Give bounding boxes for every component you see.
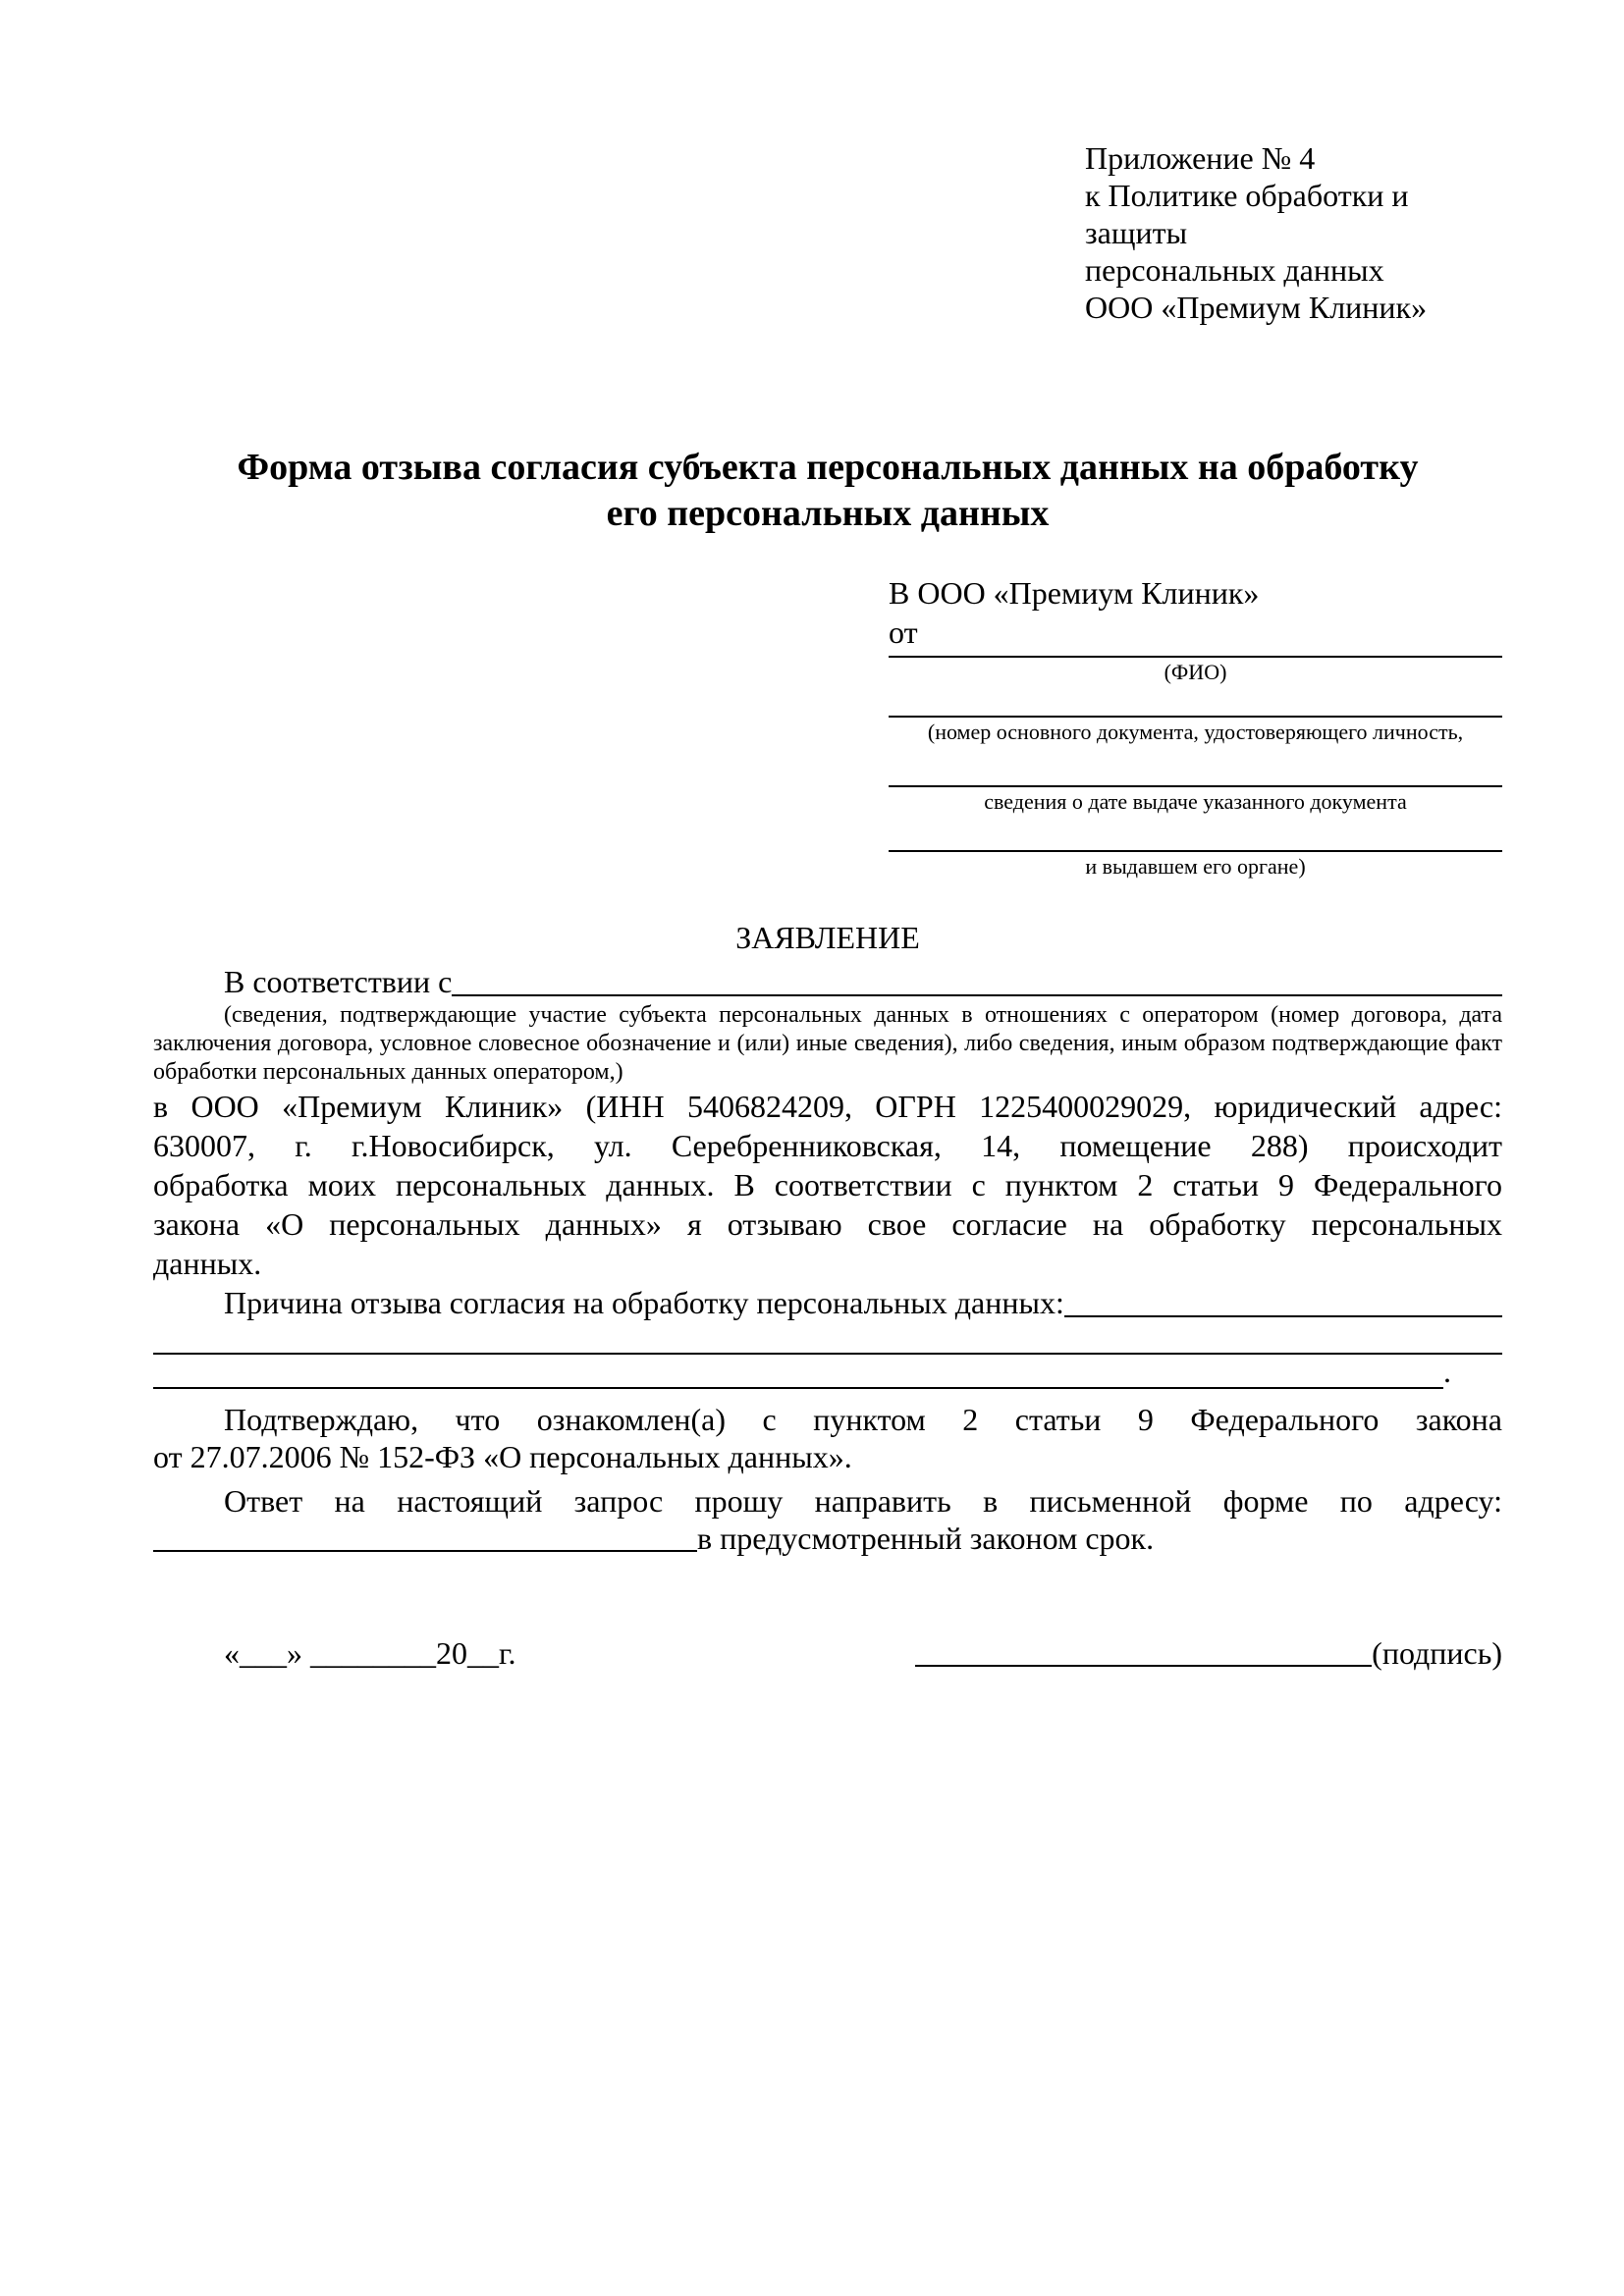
appendix-line: к Политике обработки и защиты bbox=[1085, 178, 1409, 250]
addressee-to: В ООО «Премиум Клиник» bbox=[889, 575, 1260, 611]
signature-caption: (подпись) bbox=[1372, 1635, 1502, 1671]
body-line: данных. bbox=[153, 1246, 262, 1281]
note-line: обработки персональных данных оператором,) bbox=[153, 1059, 623, 1085]
body-line: в ООО «Премиум Клиник» (ИНН 5406824209, ОГРН 1225400029029, юридический адрес: bbox=[153, 1089, 1502, 1124]
statement-body bbox=[153, 1087, 1502, 1283]
addressee-from-label: от bbox=[889, 614, 918, 650]
body-line: обработка моих персональных данных. В соответствии с пунктом 2 статьи 9 Федерального bbox=[153, 1167, 1502, 1202]
statement-heading: ЗАЯВЛЕНИЕ bbox=[735, 920, 920, 955]
note-line: заключения договора, условное словесное обозначение и (или) иные сведения), либо сведения, иным образом подтверждающие факт bbox=[153, 1031, 1502, 1056]
signature-group bbox=[915, 1633, 1502, 1673]
note-line: (сведения, подтверждающие участие субъекта персональных данных в отношениях с оператором (номер договора, дата bbox=[224, 1002, 1502, 1028]
appendix-line: ООО «Премиум Клиник» bbox=[1085, 290, 1428, 325]
sentence-period: . bbox=[1443, 1354, 1451, 1389]
basis-input-line[interactable] bbox=[452, 994, 1502, 996]
appendix-line: персональных данных bbox=[1085, 252, 1384, 288]
response-tail: в предусмотренный законом срок. bbox=[697, 1521, 1155, 1556]
page-content bbox=[0, 139, 1624, 1673]
appendix-line: Приложение № 4 bbox=[1085, 140, 1316, 176]
basis-row bbox=[153, 962, 1502, 1001]
address-input-line[interactable] bbox=[153, 1550, 697, 1552]
response-line: Ответ на настоящий запрос прошу направить в письменной форме по адресу: bbox=[224, 1483, 1502, 1519]
reason-write-line-1[interactable] bbox=[153, 1322, 1502, 1355]
appendix-block bbox=[1085, 139, 1502, 326]
date-field[interactable]: «___» ________20__г. bbox=[224, 1635, 516, 1671]
note-block bbox=[153, 1001, 1502, 1087]
law-reference-line: от 27.07.2006 № 152-ФЗ «О персональных данных». bbox=[153, 1439, 852, 1474]
body-line: закона «О персональных данных» я отзываю свое согласие на обработку персональных bbox=[153, 1206, 1502, 1242]
id-document-number-caption: (номер основного документа, удостоверяющего личность, bbox=[927, 720, 1464, 744]
signature-input-line[interactable] bbox=[915, 1665, 1372, 1667]
document-title-line: его персональных данных bbox=[606, 493, 1050, 534]
basis-label: В соответствии с bbox=[224, 964, 453, 999]
addressee-block bbox=[889, 573, 1502, 881]
issuing-authority-caption: и выдавшем его органе) bbox=[1085, 854, 1306, 879]
response-address-row bbox=[153, 1520, 1502, 1557]
reason-row bbox=[153, 1283, 1502, 1322]
reason-write-line-2-row bbox=[153, 1355, 1502, 1389]
confirm-line: Подтверждаю, что ознакомлен(а) с пунктом 2 статьи 9 Федерального закона bbox=[224, 1402, 1502, 1437]
fio-caption: (ФИО) bbox=[1164, 660, 1227, 684]
reason-write-line-2[interactable] bbox=[153, 1357, 1443, 1389]
document-title-line: Форма отзыва согласия субъекта персональных данных на обработку bbox=[237, 447, 1419, 488]
date-signature-row bbox=[153, 1633, 1502, 1673]
document-title bbox=[153, 445, 1502, 537]
reason-input-line[interactable] bbox=[1064, 1315, 1502, 1317]
body-line: 630007, г. г.Новосибирск, ул. Серебренниковская, 14, помещение 288) происходит bbox=[153, 1128, 1502, 1163]
reason-label: Причина отзыва согласия на обработку персональных данных: bbox=[224, 1285, 1064, 1320]
issue-date-caption: сведения о дате выдаче указанного документа bbox=[984, 789, 1407, 814]
